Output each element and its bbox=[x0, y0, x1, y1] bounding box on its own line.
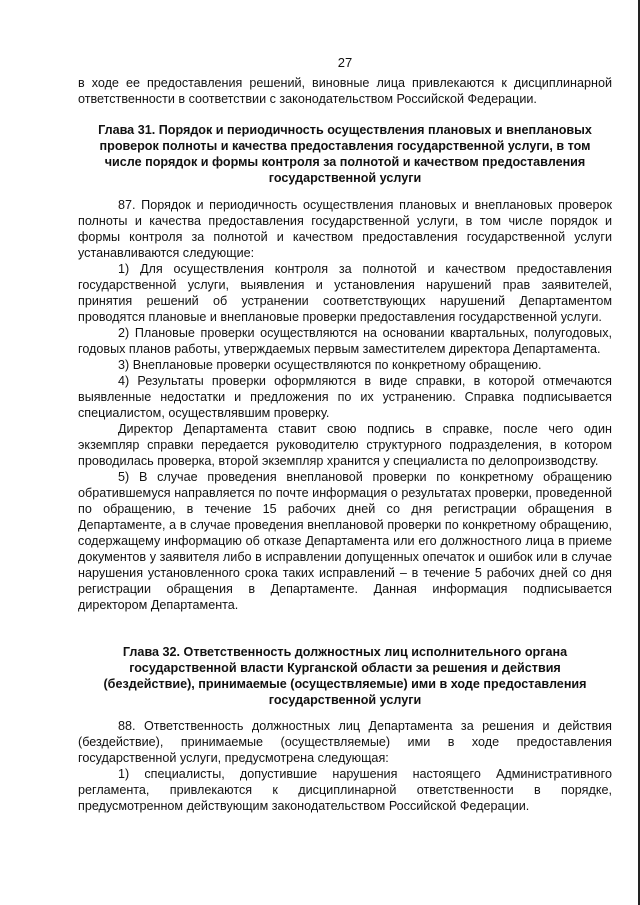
item-2: 2) Плановые проверки осуществляются на основании квартальных, полугодовых, годовых планов работы, утверждаемых первым заместителем директора Департамента. bbox=[78, 326, 612, 356]
chapter-32-body bbox=[78, 718, 612, 814]
page-number: 27 bbox=[337, 55, 353, 70]
intro-paragraph bbox=[78, 75, 612, 107]
item-5: 5) В случае проведения внеплановой проверки по конкретному обращению обратившемуся направляется по почте информация о результатах проверки, проведенной по обращению, в течение 15 рабочих дней со дня регистрации обращения в Департаменте, а в случае проведения внеплановой проверки по конкретному обращению, содержащему информацию об отказе Департамента или его должностного лица в приеме документов у заявителя либо в исправлении допущенных опечаток и ошибок или в случае нарушения установленного срока таких исправлений – в течение 5 рабочих дней со дня регистрации обращения в Департаменте. Данная информация подписывается директором Департамента. bbox=[78, 470, 612, 612]
chapter-32-heading bbox=[78, 644, 612, 708]
paragraph-88: 88. Ответственность должностных лиц Департамента за решения и действия (бездействие), принимаемые (осуществляемые) ими в ходе предоставления государственной услуги, предусмотрена следующая: bbox=[78, 719, 612, 765]
item-88-1: 1) специалисты, допустившие нарушения настоящего Административного регламента, привлекаются к дисциплинарной ответственности в порядке, предусмотренном действующим законодательством Российской Федерации. bbox=[78, 767, 612, 813]
chapter-31-body bbox=[78, 197, 612, 613]
item-4-continued: Директор Департамента ставит свою подпись в справке, после чего один экземпляр справки передается руководителю структурного подразделения, в котором проводилась проверка, второй экземпляр хранится у специалиста по делопроизводству. bbox=[78, 422, 612, 468]
item-1: 1) Для осуществления контроля за полнотой и качеством предоставления государственной услуги, выявления и установления нарушений прав заявителей, принятия решений об устранении соответствующих нарушений Департаментом проводятся плановые и внеплановые проверки предоставления государственной услуги. bbox=[78, 262, 612, 324]
paragraph-87: 87. Порядок и периодичность осуществления плановых и внеплановых проверок полноты и качества предоставления государственной услуги, в том числе порядок и формы контроля за полнотой и качеством предоставления государственной услуги устанавливаются следующие: bbox=[78, 198, 612, 260]
intro-text: в ходе ее предоставления решений, виновные лица привлекаются к дисциплинарной ответственности в соответствии с законодательством Российской Федерации. bbox=[78, 76, 612, 106]
chapter-32-title: Глава 32. Ответственность должностных лиц исполнительного органа государственной власти Курганской области за решения и действия (бездействие), принимаемые (осуществляемые) ими в ходе предоставления государственной услуги bbox=[103, 645, 587, 707]
chapter-31-title: Глава 31. Порядок и периодичность осуществления плановых и внеплановых проверок полноты и качества предоставления государственной услуги, в том числе порядок и формы контроля за полнотой и качеством предоставления государственной услуги bbox=[98, 123, 592, 185]
item-3: 3) Внеплановые проверки осуществляются по конкретному обращению. bbox=[118, 358, 542, 372]
chapter-31-heading bbox=[78, 122, 612, 186]
item-4: 4) Результаты проверки оформляются в виде справки, в которой отмечаются выявленные недостатки и предложения по их устранению. Справка подписывается специалистом, осуществлявшим проверку. bbox=[78, 374, 612, 420]
